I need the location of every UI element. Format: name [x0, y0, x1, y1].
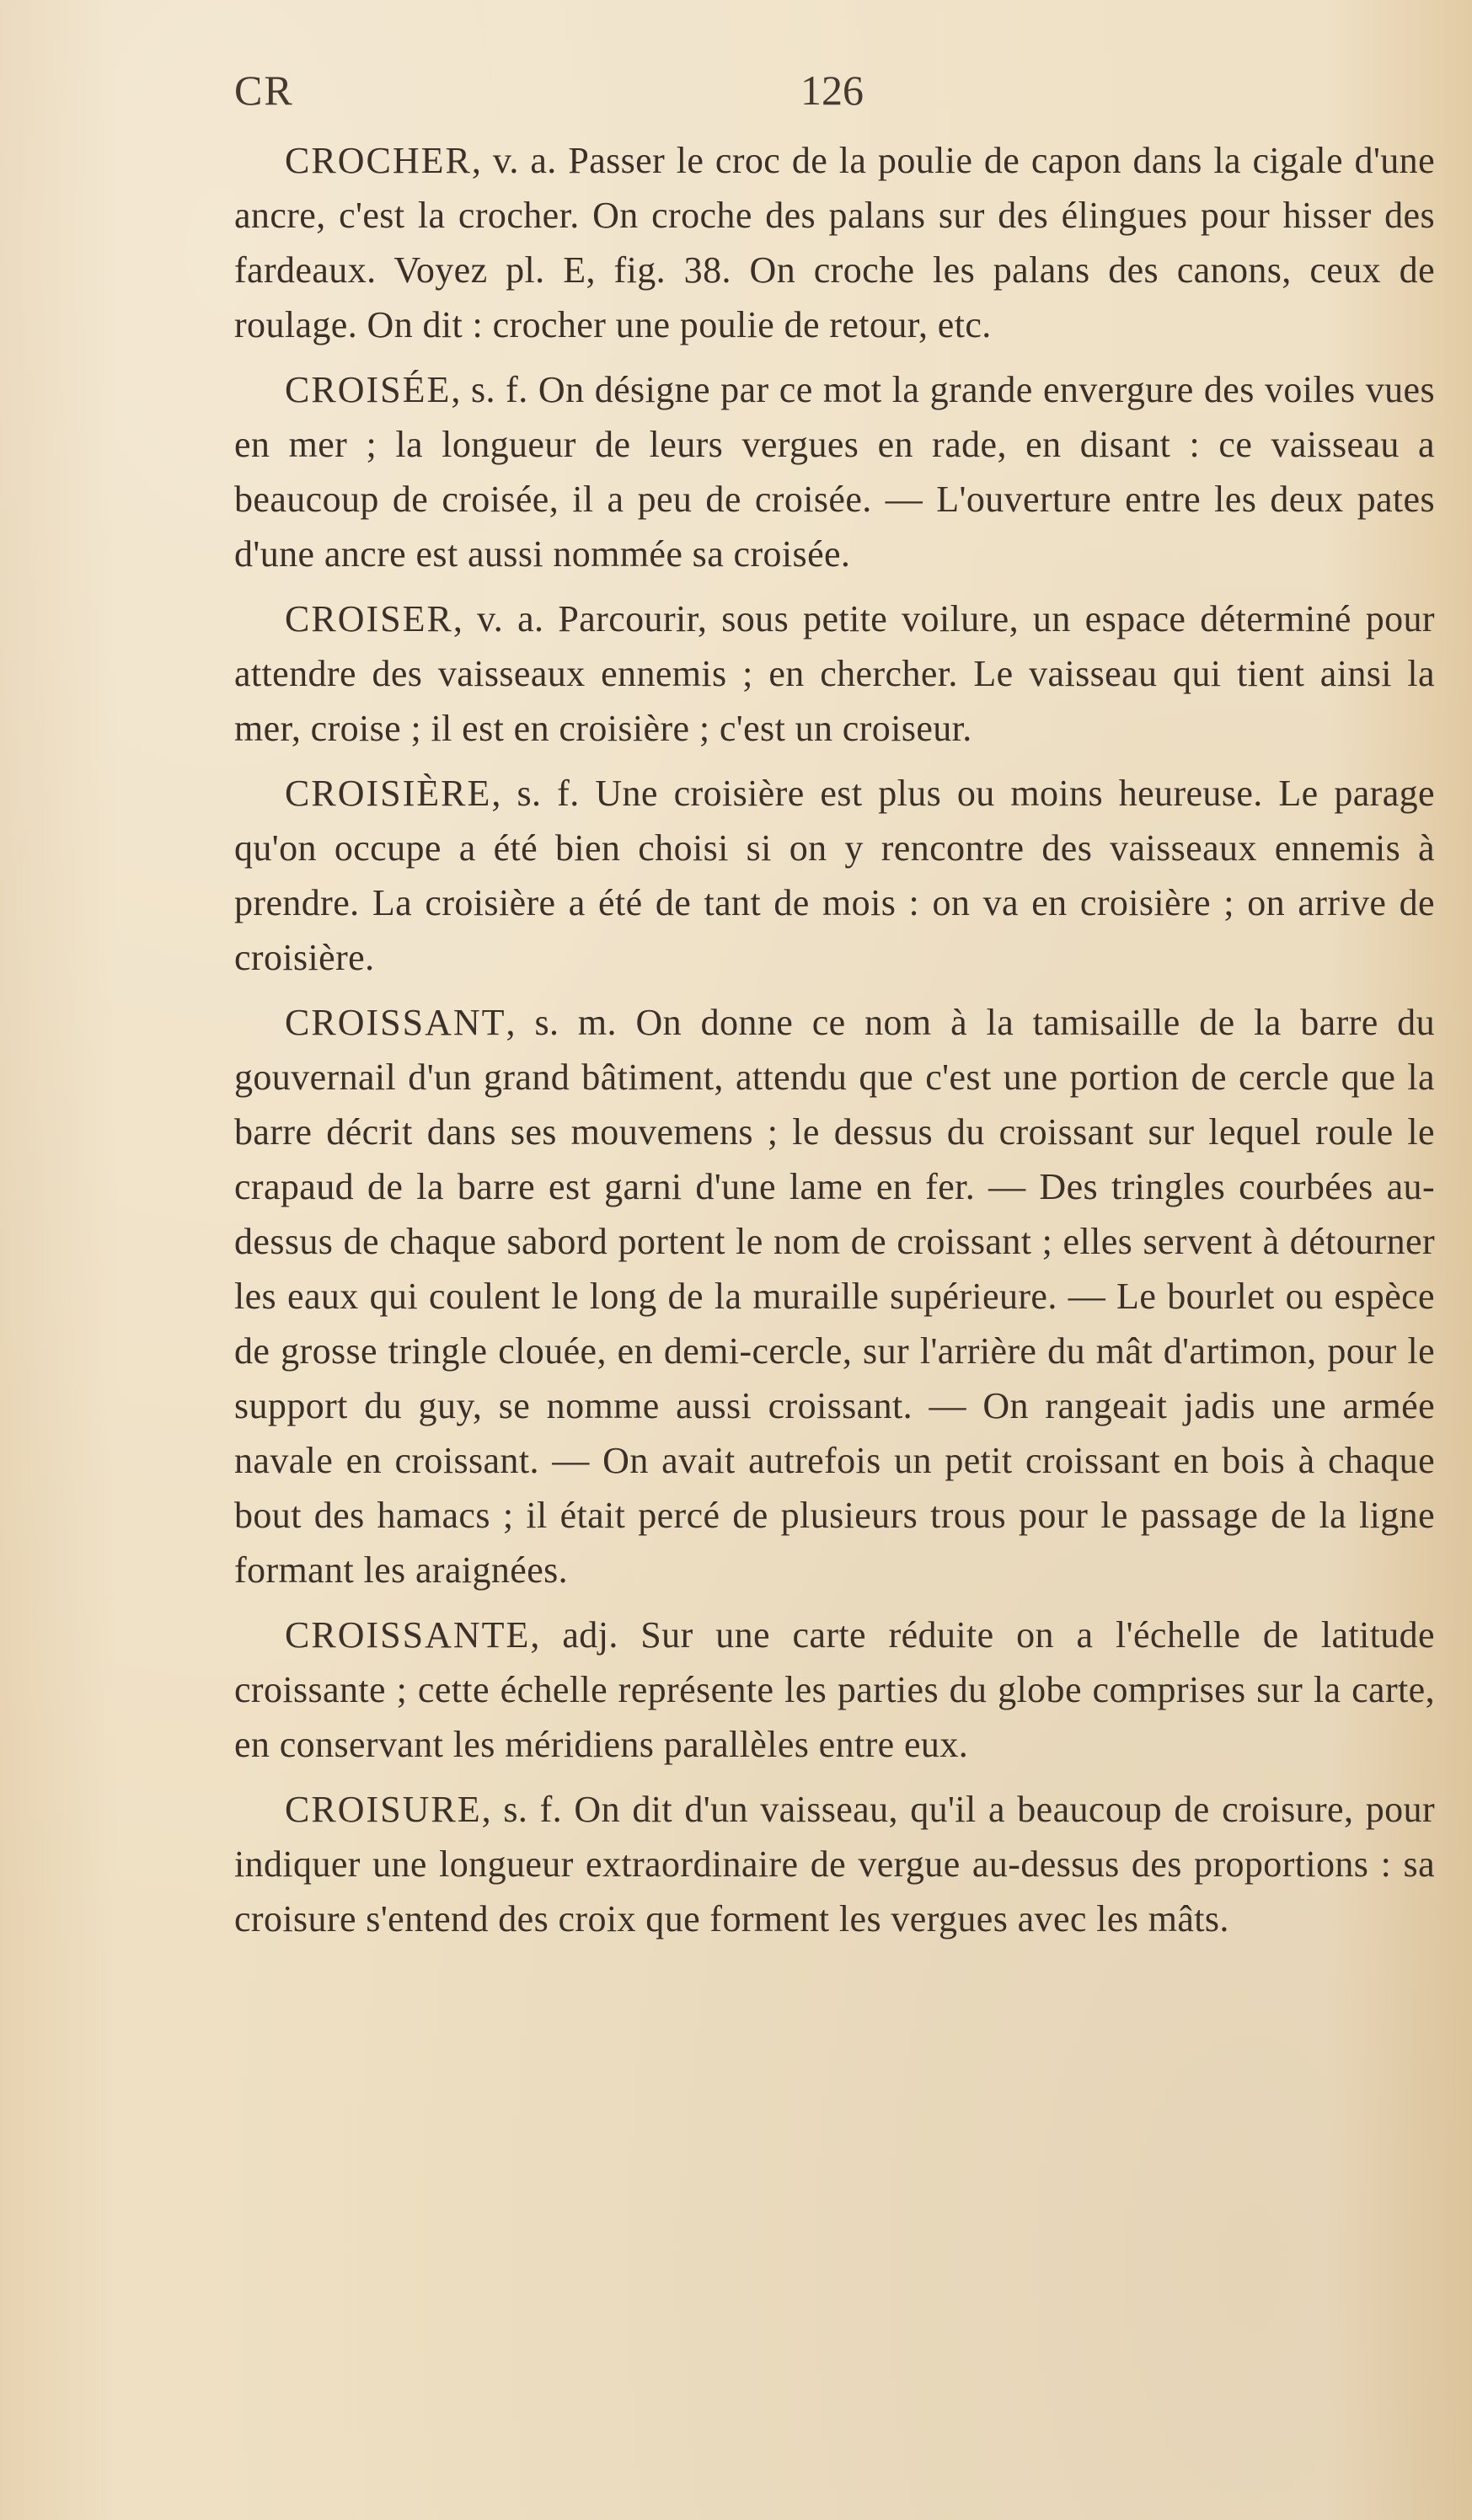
entry-headword: CROCHER	[285, 140, 472, 181]
entry-headword: CROISIÈRE	[285, 773, 492, 814]
entry-croissante	[234, 1608, 1435, 1772]
entry-body: On désigne par ce mot la grande envergure des voiles vues en mer ; la longueur de leurs vergues en rade, en disant : ce vaisseau a beaucoup de croisée, il a peu de croisée. — L'ouverture entre les deux pates d'une ancre est aussi nommée sa croisée.	[234, 369, 1436, 575]
entry-headword: CROISER	[285, 598, 453, 639]
entry-grammar: , s. m.	[506, 1002, 617, 1043]
entry-crocher	[234, 133, 1435, 352]
running-head: CR	[234, 67, 294, 114]
entry-headword: CROISURE	[285, 1789, 482, 1830]
entry-headword: CROISSANTE	[285, 1614, 531, 1656]
entry-grammar: , s. f.	[481, 1789, 563, 1830]
entry-croissant	[234, 995, 1435, 1597]
entry-grammar: , v. a.	[471, 140, 557, 181]
entry-headword: CROISÉE	[285, 369, 452, 410]
entry-body: On dit d'un vaisseau, qu'il a beaucoup de croisure, pour indiquer une longueur extraordinaire de vergue au-dessus des proportions : sa croisure s'entend des croix que forment les vergues avec les mâts.	[234, 1789, 1435, 1939]
page-header	[234, 66, 1421, 116]
page-body	[234, 133, 1435, 1956]
entry-grammar: , v. a.	[452, 598, 544, 639]
entry-croisiere	[234, 766, 1435, 985]
entry-body: Parcourir, sous petite voilure, un espace déterminé pour attendre des vaisseaux ennemis ; en chercher. Le vaisseau qui tient ainsi la mer, croise ; il est en croisière ; c'est un croiseur.	[234, 598, 1435, 749]
entry-headword: CROISSANT	[285, 1002, 506, 1043]
entry-croiser	[234, 591, 1435, 756]
entry-body: Sur une carte réduite on a l'échelle de latitude croissante ; cette échelle représente les parties du globe comprises sur la carte, en conservant les méridiens parallèles entre eux.	[234, 1614, 1435, 1765]
entry-croisee	[234, 362, 1435, 581]
page-number: 126	[800, 67, 864, 114]
entry-grammar: , s. f.	[451, 369, 528, 410]
entry-grammar: , s. f.	[491, 773, 580, 814]
entry-grammar: , adj.	[530, 1614, 618, 1656]
entry-body: Passer le croc de la poulie de capon dans la cigale d'une ancre, c'est la crocher. On croche des palans sur des élingues pour hisser des fardeaux. Voyez pl. E, fig. 38. On croche les palans des canons, ceux de roulage. On dit : crocher une poulie de retour, etc.	[234, 140, 1435, 345]
entry-body: Une croisière est plus ou moins heureuse. Le parage qu'on occupe a été bien choisi si on y rencontre des vaisseaux ennemis à prendre. La croisière a été de tant de mois : on va en croisière ; on arrive de croisière.	[234, 773, 1435, 978]
entry-croisure	[234, 1782, 1435, 1946]
entry-body: On donne ce nom à la tamisaille de la barre du gouvernail d'un grand bâtiment, attendu que c'est une portion de cercle que la barre décrit dans ses mouvemens ; le dessus du croissant sur lequel roule le crapaud de la barre est garni d'une lame en fer. — Des tringles courbées au-dessus de chaque sabord portent le nom de croissant ; elles servent à détourner les eaux qui coulent le long de la muraille supérieure. — Le bourlet ou espèce de grosse tringle clouée, en demi-cercle, sur l'arrière du mât d'artimon, pour le support du guy, se nomme aussi croissant. — On rangeait jadis une armée navale en croissant. — On avait autrefois un petit croissant en bois à chaque bout des hamacs ; il était percé de plusieurs trous pour le passage de la ligne formant les araignées.	[234, 1002, 1435, 1591]
